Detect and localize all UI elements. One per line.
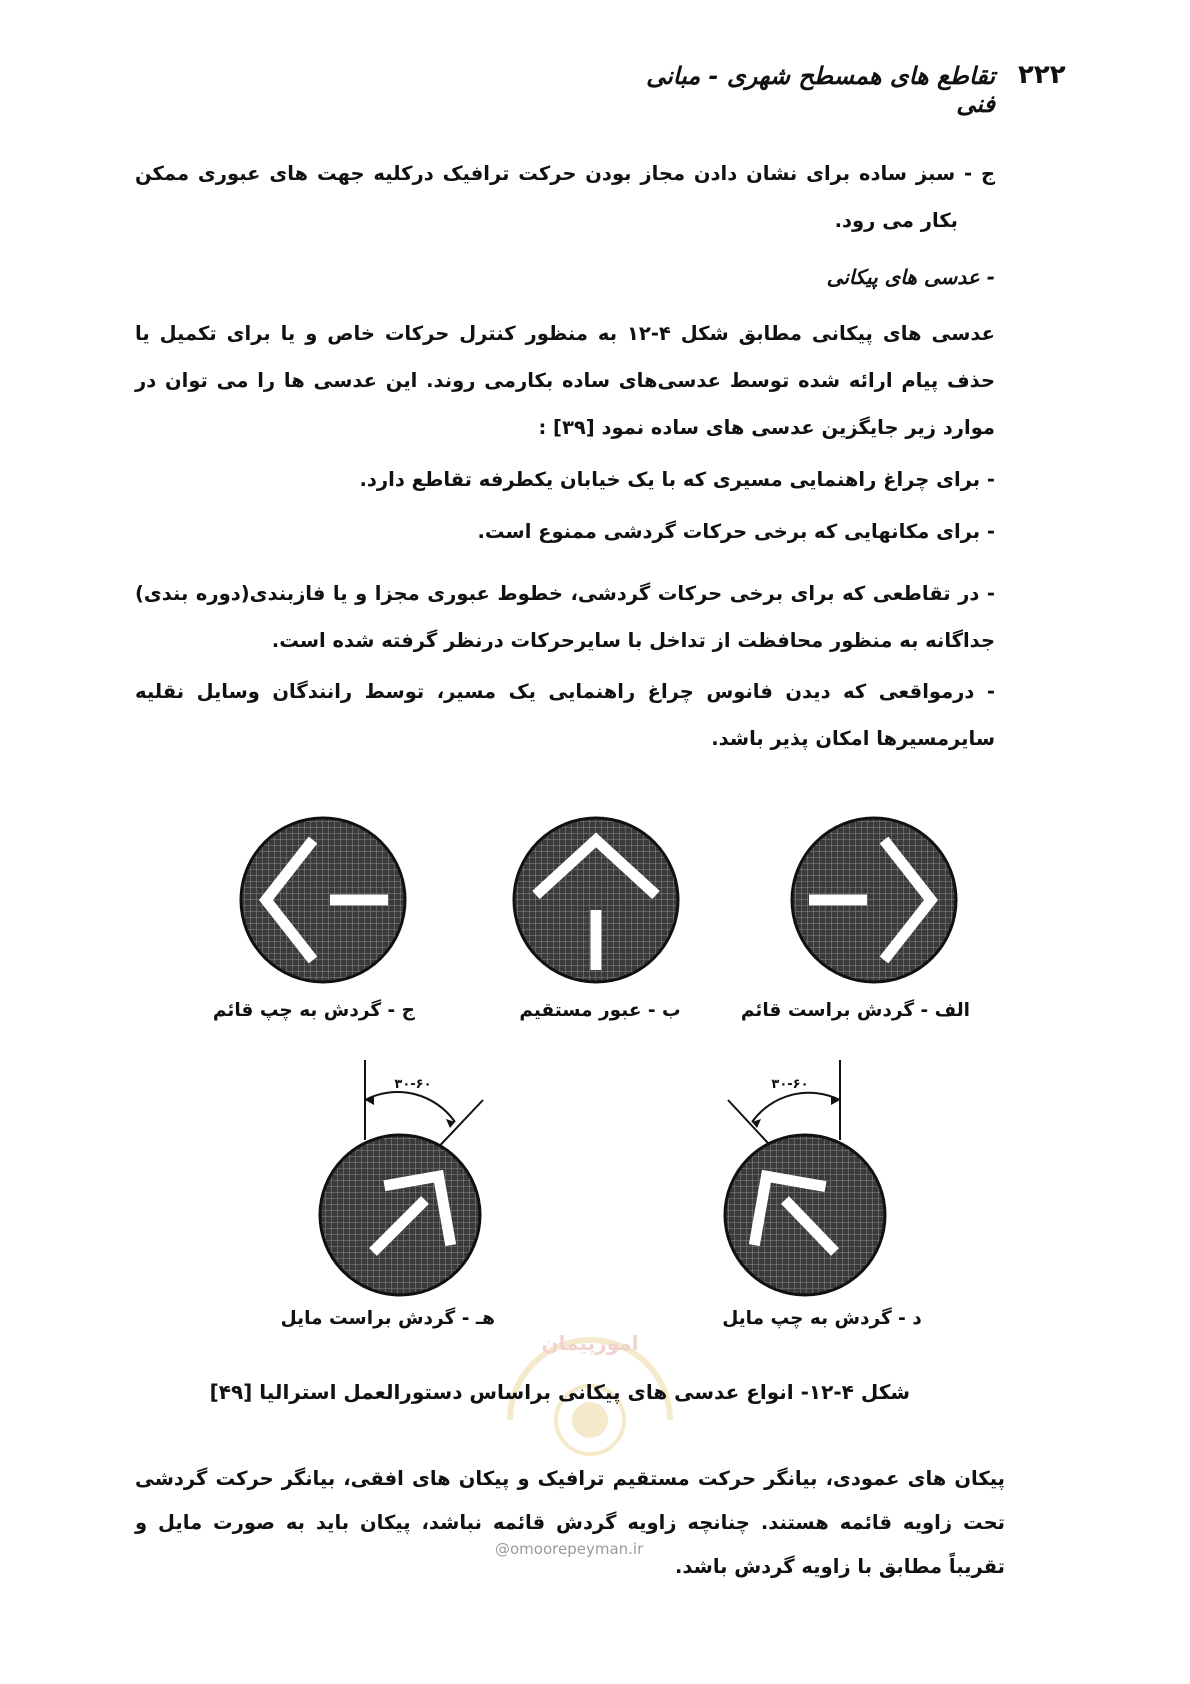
bullet-item: - در تقاطعی که برای برخی حرکات گردشی، خطوط عبوری مجزا و یا فازبندی(دوره بندی) جداگانه به منظور محافظت از تداخل با سایرحرکات درنظر گرفته شده است. — [135, 582, 995, 652]
watermark-url: @omoorepeyman.ir — [495, 1540, 644, 1558]
figure-title: شکل ۴-۱۲- انواع عدسی های پیکانی براساس دستورالعمل استرالیا [۴۹] — [209, 1380, 910, 1404]
item-c-line1: ج - سبز ساده برای نشان دادن مجاز بودن حرکت ترافیک درکلیه جهت های عبوری ممکن — [135, 162, 995, 185]
caption-left-turn: ج - گردش به چپ قائم — [212, 1000, 415, 1021]
page-number: ۲۲۲ — [1018, 60, 1066, 90]
running-title: تقاطع های همسطح شهری - مبانی فنی — [646, 62, 995, 118]
bullet-item: - برای مکانهایی که برخی حرکات گردشی ممنوع است. — [477, 520, 995, 543]
angle-label-right: ۳۰-۶۰ — [394, 1077, 432, 1092]
lens-left-turn — [238, 815, 408, 985]
item-c-line2: بکار می رود. — [834, 209, 958, 232]
angle-label-left: ۳۰-۶۰ — [771, 1077, 809, 1092]
intro-paragraph: عدسی های پیکانی مطابق شکل ۴-۱۲ به منظور کنترل حرکات خاص و یا برای تکمیل یا حذف پیام ارائه شده توسط عدسی‌های ساده بکارمی روند. این عدسی ها را می توان در موارد زیر جایگزین عدسی های ساده نمود [۳۹] : — [135, 322, 995, 439]
caption-right-turn: الف - گردش براست قائم — [740, 1000, 970, 1021]
section-heading: - عدسی های پیکانی — [826, 265, 995, 289]
caption-straight: ب - عبور مستقیم — [519, 1000, 681, 1021]
caption-oblique-right: هـ - گردش براست مایل — [280, 1308, 495, 1329]
svg-text:امورپیمان: امورپیمان — [541, 1331, 639, 1355]
bullet-item: - درمواقعی که دیدن فانوس چراغ راهنمایی یک مسیر، توسط رانندگان وسایل نقلیه سایرمسیرها امکان پذیر باشد. — [135, 680, 995, 750]
caption-oblique-left: د - گردش به چپ مایل — [722, 1308, 922, 1329]
closing-paragraph: پیکان های عمودی، بیانگر حرکت مستقیم ترافیک و پیکان های افقی، بیانگر حرکت گردشی تحت زاویه قائمه هستند. چنانچه زاویه گردش قائمه نباشد، پیکان باید به صورت مایل و تقریباً مطابق با زاویه گردش باشد. — [135, 1467, 1005, 1578]
lens-oblique-left — [710, 1060, 910, 1300]
lens-right-turn — [789, 815, 959, 985]
lens-oblique-right — [295, 1060, 505, 1300]
lens-straight — [511, 815, 681, 985]
bullet-item: - برای چراغ راهنمایی مسیری که با یک خیابان یکطرفه تقاطع دارد. — [359, 468, 995, 491]
